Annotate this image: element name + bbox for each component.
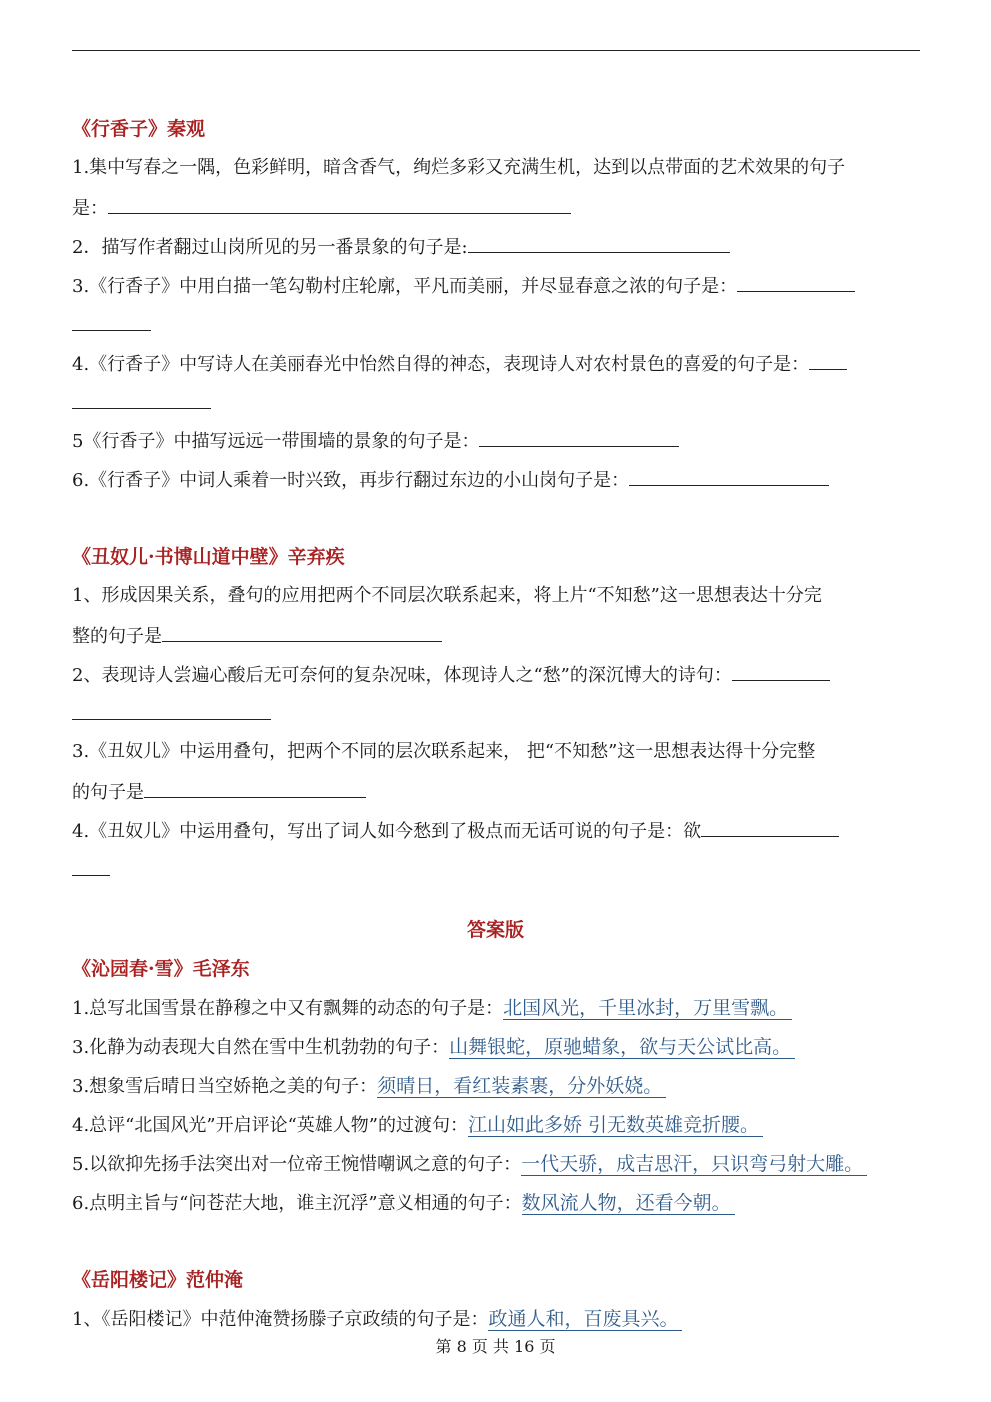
answer-blank[interactable]	[72, 390, 211, 409]
answer-blank[interactable]	[479, 428, 679, 447]
question-5: 5《行香子》中描写远远一带围墙的景象的句子是：	[72, 428, 679, 454]
answer-blank[interactable]	[732, 662, 830, 681]
answer-blank[interactable]	[701, 818, 839, 837]
section-title-yueyanglouji: 《岳阳楼记》范仲淹	[72, 1269, 244, 1291]
section-title-xingxiangzi: 《行香子》秦观	[72, 118, 206, 140]
question-4: 4.《丑奴儿》中运用叠句，写出了词人如今愁到了极点而无话可说的句子是：欲	[72, 818, 839, 844]
answer-text: 一代天骄，成吉思汗，只识弯弓射大雕。	[521, 1153, 867, 1176]
answer-blank[interactable]	[72, 701, 271, 720]
answer-text: 政通人和，百废具兴。	[488, 1308, 682, 1331]
answer-blank[interactable]	[737, 273, 855, 292]
answer-item: 4.总评“北国风光”开启评论“英雄人物”的过渡句：江山如此多娇 引无数英雄竞折腰。	[72, 1113, 763, 1138]
answer-text: 江山如此多娇 引无数英雄竞折腰。	[468, 1114, 763, 1137]
question-2: 2．描写作者翻过山岗所见的另一番景象的句子是:	[72, 234, 730, 260]
question-4-continuation	[72, 390, 211, 416]
answer-item: 1、《岳阳楼记》中范仲淹赞扬滕子京政绩的句子是：政通人和，百废具兴。	[72, 1307, 682, 1332]
question-4-continuation	[72, 857, 110, 883]
question-4: 4.《行香子》中写诗人在美丽春光中怡然自得的神态，表现诗人对农村景色的喜爱的句子是：	[72, 351, 847, 377]
question-2-continuation	[72, 701, 271, 727]
question-1-line1: 1.集中写春之一隅，色彩鲜明，暗含香气，绚烂多彩又充满生机，达到以点带面的艺术效果的句子	[72, 157, 846, 178]
answer-blank[interactable]	[629, 467, 829, 486]
question-3-line2: 的句子是	[72, 779, 366, 805]
header-rule	[72, 50, 920, 51]
question-1-line1: 1、形成因果关系，叠句的应用把两个不同层次联系起来，将上片“不知愁”这一思想表达十分完	[72, 585, 822, 606]
answer-blank[interactable]	[809, 351, 847, 370]
answer-item: 1.总写北国雪景在静穆之中又有飘舞的动态的句子是：北国风光，千里冰封，万里雪飘。	[72, 996, 792, 1021]
question-6: 6.《行香子》中词人乘着一时兴致，再步行翻过东边的小山岗句子是：	[72, 467, 829, 493]
section-title-chounuer: 《丑奴儿·书博山道中壁》辛弃疾	[72, 546, 345, 568]
answer-text: 北国风光，千里冰封，万里雪飘。	[503, 997, 792, 1020]
section-title-qinyuanchun: 《沁园春·雪》毛泽东	[72, 958, 250, 980]
answer-item: 3.化静为动表现大自然在雪中生机勃勃的句子：山舞银蛇，原驰蜡象，欲与天公试比高。	[72, 1035, 795, 1060]
page-number: 第 8 页 共 16 页	[435, 1337, 556, 1356]
answer-version-heading: 答案版	[466, 919, 524, 941]
answer-blank[interactable]	[468, 234, 730, 253]
answer-text: 数风流人物，还看今朝。	[522, 1192, 735, 1215]
answer-text: 须晴日，看红装素裹，分外妖娆。	[377, 1075, 666, 1098]
answer-blank[interactable]	[108, 195, 571, 214]
question-3-continuation	[72, 312, 151, 338]
question-2: 2、表现诗人尝遍心酸后无可奈何的复杂况味，体现诗人之“愁”的深沉博大的诗句：	[72, 662, 830, 688]
answer-item: 6.点明主旨与“问苍茫大地，谁主沉浮”意义相通的句子：数风流人物，还看今朝。	[72, 1191, 735, 1216]
answer-blank[interactable]	[72, 857, 110, 876]
question-3: 3.《行香子》中用白描一笔勾勒村庄轮廓，平凡而美丽，并尽显春意之浓的句子是：	[72, 273, 855, 299]
question-1-line2: 整的句子是	[72, 623, 442, 649]
question-3-line1: 3.《丑奴儿》中运用叠句，把两个不同的层次联系起来， 把“不知愁”这一思想表达得十分完整	[72, 741, 816, 762]
answer-blank[interactable]	[144, 779, 366, 798]
answer-text: 山舞银蛇，原驰蜡象，欲与天公试比高。	[449, 1036, 795, 1059]
answer-blank[interactable]	[162, 623, 442, 642]
question-1-line2: 是：	[72, 195, 571, 221]
answer-item: 5.以欲抑先扬手法突出对一位帝王惋惜嘲讽之意的句子：一代天骄，成吉思汗，只识弯弓射大雕。	[72, 1152, 867, 1177]
answer-item: 3.想象雪后晴日当空娇艳之美的句子：须晴日，看红装素裹，分外妖娆。	[72, 1074, 666, 1099]
answer-blank[interactable]	[72, 312, 151, 331]
